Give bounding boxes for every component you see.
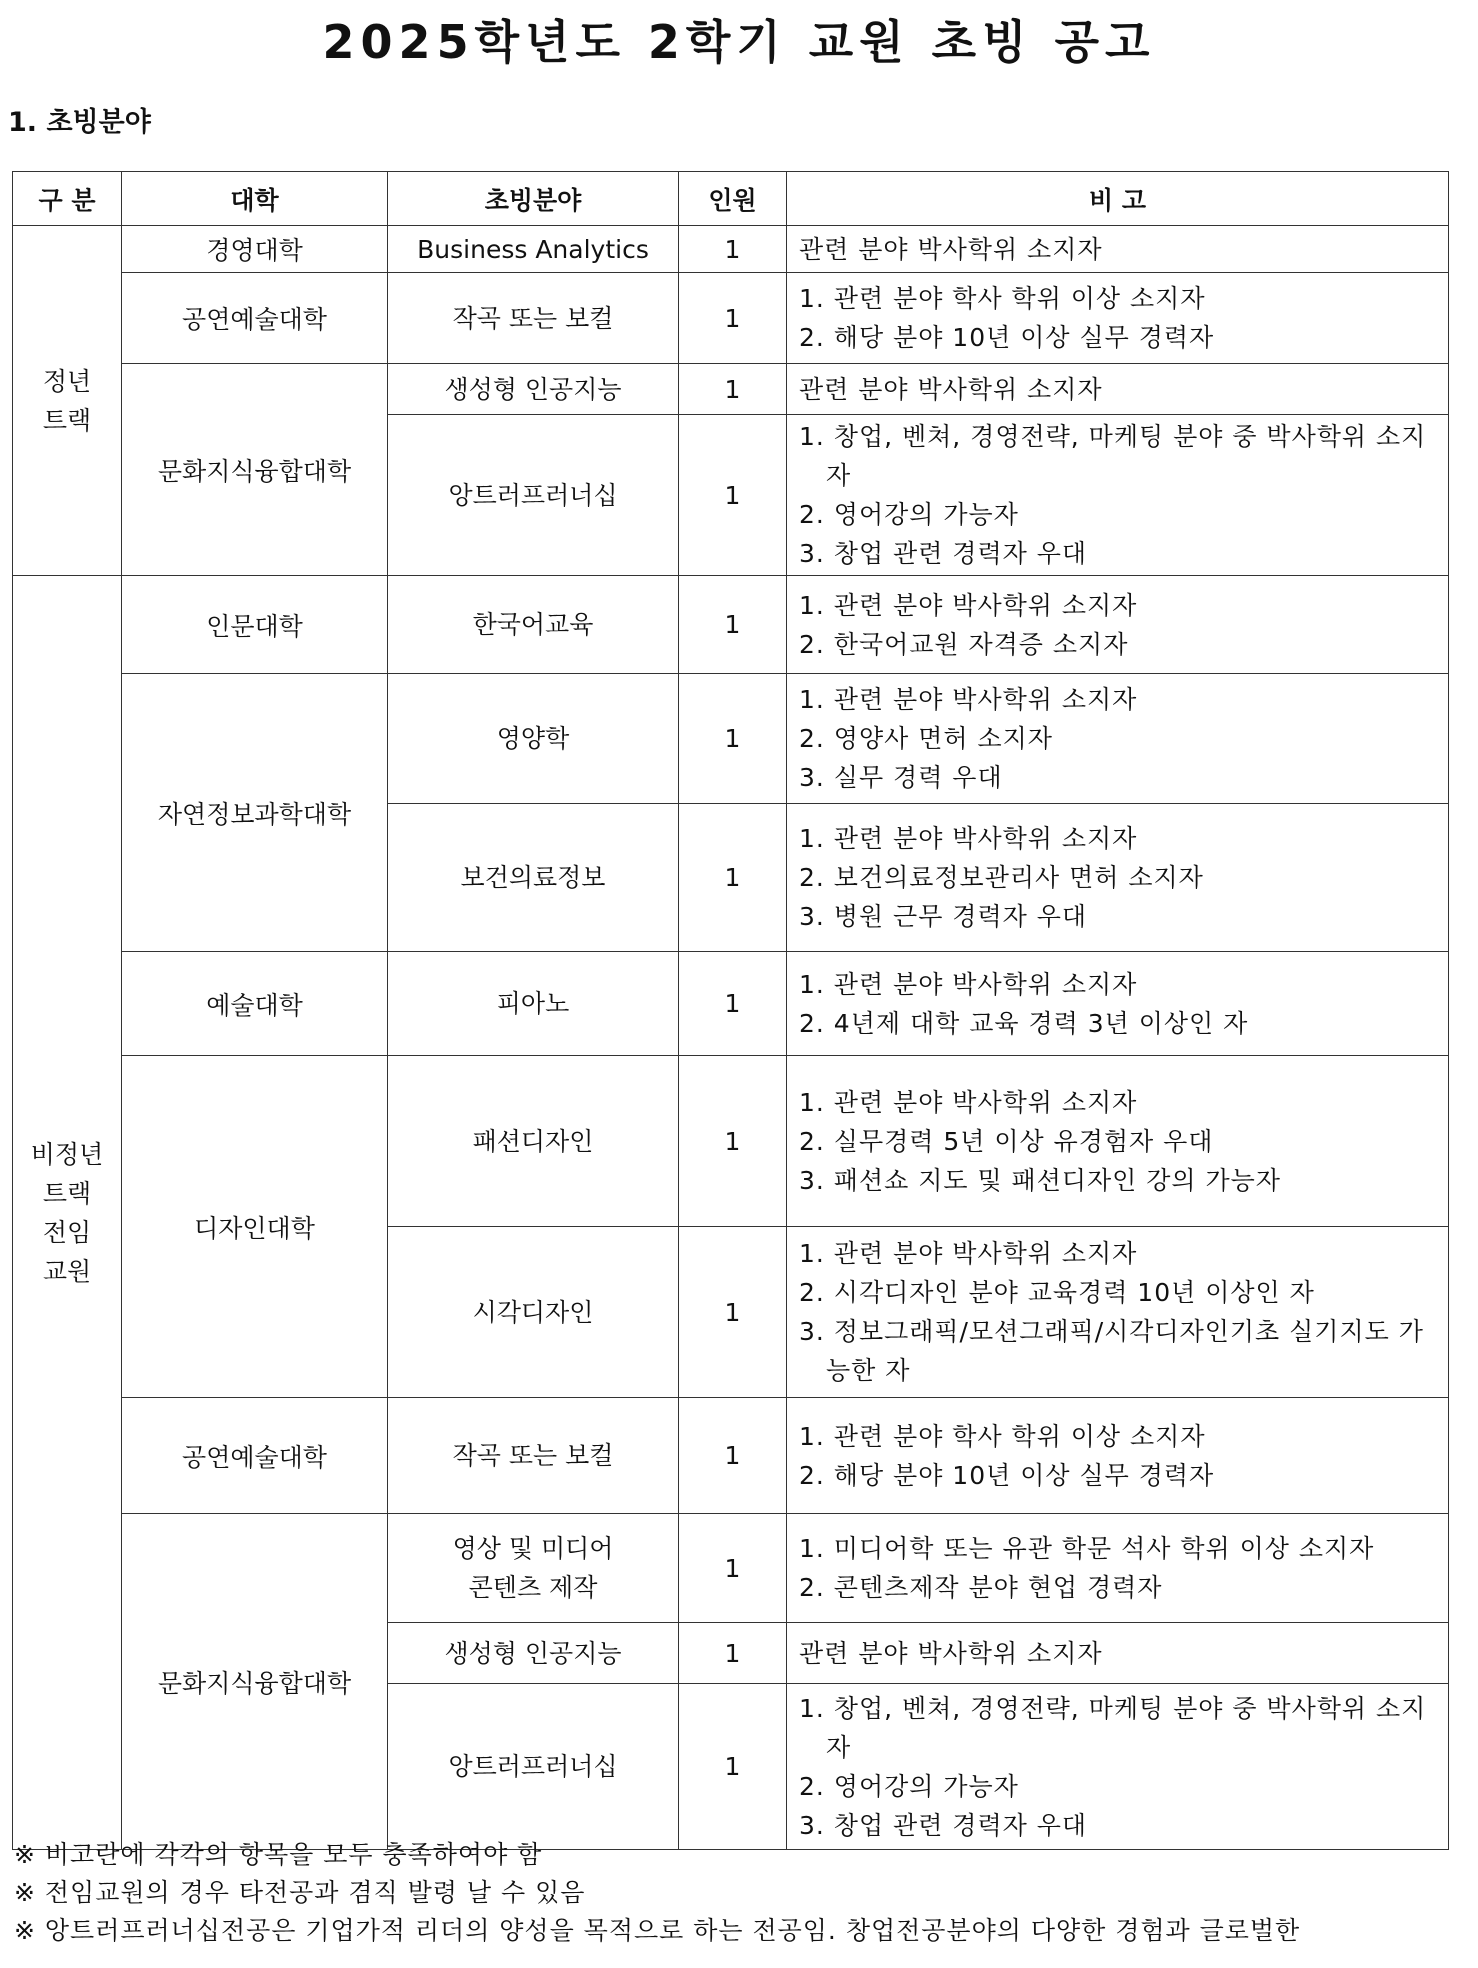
note-cell <box>787 674 1449 804</box>
college-cell: 경영대학 <box>122 226 388 273</box>
college-cell: 공연예술대학 <box>122 1398 388 1514</box>
table-row <box>13 273 1449 364</box>
field-cell <box>388 364 679 415</box>
count-cell: 1 <box>679 226 787 273</box>
field-cell <box>388 226 679 273</box>
note-item: 1. 관련 분야 박사학위 소지자 <box>799 824 1138 853</box>
field-line: 생성형 인공지능 <box>444 1638 622 1668</box>
note-cell <box>787 1684 1449 1850</box>
note-item: 2. 영어강의 가능자 <box>799 500 1019 529</box>
note-item: 3. 패션쇼 지도 및 패션디자인 강의 가능자 <box>799 1165 1281 1195</box>
table-body <box>13 226 1449 1850</box>
note-item: 관련 분야 박사학위 소지자 <box>799 234 1103 264</box>
note-item: 2. 영어강의 가능자 <box>799 1771 1019 1801</box>
field-cell <box>388 1227 679 1398</box>
recruitment-table <box>12 171 1449 1850</box>
note-item: 2. 해당 분야 10년 이상 실무 경력자 <box>799 1460 1215 1490</box>
note-item: 1. 관련 분야 박사학위 소지자 <box>799 685 1138 714</box>
field-line: 보건의료정보 <box>460 863 606 892</box>
field-line: 시각디자인 <box>472 1297 594 1327</box>
footnote: ※ 전임교원의 경우 타전공과 겸직 발령 날 수 있음 <box>14 1878 586 1907</box>
field-cell <box>388 1514 679 1623</box>
field-cell <box>388 576 679 674</box>
note-cell <box>787 226 1449 273</box>
field-line: 영상 및 미디어 <box>452 1534 614 1563</box>
count-cell: 1 <box>679 1684 787 1850</box>
college-cell: 공연예술대학 <box>122 273 388 364</box>
college-cell: 예술대학 <box>122 952 388 1056</box>
note-item: 2. 한국어교원 자격증 소지자 <box>799 629 1129 659</box>
note-item: 2. 영양사 면허 소지자 <box>799 724 1053 753</box>
table-row <box>13 674 1449 804</box>
field-cell <box>388 674 679 804</box>
note-item: 1. 관련 분야 박사학위 소지자 <box>799 1087 1138 1117</box>
field-cell <box>388 1623 679 1684</box>
category-line: 트랙 <box>42 1178 92 1208</box>
note-cell <box>787 576 1449 674</box>
table-row <box>13 576 1449 674</box>
note-cell <box>787 1398 1449 1514</box>
note-item: 3. 실무 경력 우대 <box>799 763 1003 792</box>
note-item: 3. 창업 관련 경력자 우대 <box>799 539 1087 568</box>
field-cell <box>388 273 679 364</box>
count-cell: 1 <box>679 415 787 576</box>
note-item: 2. 해당 분야 10년 이상 실무 경력자 <box>799 323 1215 352</box>
category-line: 정년 <box>42 366 92 396</box>
note-item: 1. 관련 분야 학사 학위 이상 소지자 <box>799 284 1206 313</box>
college-cell: 디자인대학 <box>122 1056 388 1398</box>
field-line: 생성형 인공지능 <box>444 374 622 404</box>
field-cell <box>388 1398 679 1514</box>
note-cell <box>787 1623 1449 1684</box>
field-cell <box>388 1056 679 1227</box>
note-item: 1. 관련 분야 박사학위 소지자 <box>799 969 1138 999</box>
field-cell <box>388 952 679 1056</box>
field-line: 패션디자인 <box>472 1126 594 1156</box>
note-item: 2. 콘텐츠제작 분야 현업 경력자 <box>799 1573 1163 1602</box>
footnote: ※ 앙트러프러너십전공은 기업가적 리더의 양성을 목적으로 하는 전공임. 창업전공분야의 다양한 경험과 글로벌한 <box>14 1916 1301 1945</box>
note-cell <box>787 273 1449 364</box>
header-count: 인원 <box>679 172 787 226</box>
count-cell: 1 <box>679 952 787 1056</box>
note-item: 1. 미디어학 또는 유관 학문 석사 학위 이상 소지자 <box>799 1534 1375 1563</box>
table-row <box>13 1398 1449 1514</box>
note-cell <box>787 1227 1449 1398</box>
category-non-tenure-track <box>13 576 122 1850</box>
table-row <box>13 1514 1449 1623</box>
header-category: 구 분 <box>13 172 122 226</box>
note-item: 1. 창업, 벤쳐, 경영전략, 마케팅 분야 중 박사학위 소지자 <box>799 1693 1427 1762</box>
note-item: 1. 관련 분야 박사학위 소지자 <box>799 1239 1138 1268</box>
field-line: 한국어교육 <box>472 610 594 639</box>
header-college: 대학 <box>122 172 388 226</box>
college-cell: 인문대학 <box>122 576 388 674</box>
field-line: 앙트러프러너십 <box>448 1752 618 1781</box>
category-line: 전임 <box>42 1217 92 1247</box>
note-item: 2. 실무경력 5년 이상 유경험자 우대 <box>799 1126 1214 1156</box>
note-cell <box>787 804 1449 952</box>
count-cell: 1 <box>679 1227 787 1398</box>
note-item: 2. 4년제 대학 교육 경력 3년 이상인 자 <box>799 1008 1249 1038</box>
note-item: 관련 분야 박사학위 소지자 <box>799 1638 1103 1668</box>
field-cell <box>388 415 679 576</box>
note-item: 3. 정보그래픽/모션그래픽/시각디자인기초 실기지도 가능한 자 <box>799 1317 1424 1385</box>
header-field: 초빙분야 <box>388 172 679 226</box>
note-item: 1. 관련 분야 박사학위 소지자 <box>799 590 1138 620</box>
note-item: 관련 분야 박사학위 소지자 <box>799 374 1103 404</box>
note-item: 2. 시각디자인 분야 교육경력 10년 이상인 자 <box>799 1278 1315 1307</box>
category-tenure-track <box>13 226 122 576</box>
count-cell: 1 <box>679 576 787 674</box>
count-cell: 1 <box>679 364 787 415</box>
category-line: 교원 <box>42 1256 92 1286</box>
note-cell <box>787 415 1449 576</box>
note-item: 2. 보건의료정보관리사 면허 소지자 <box>799 863 1204 892</box>
table-row <box>13 1056 1449 1227</box>
note-item: 3. 창업 관련 경력자 우대 <box>799 1810 1087 1840</box>
footnote: ※ 비고란에 각각의 항목을 모두 충족하여야 함 <box>14 1840 543 1869</box>
header-note: 비 고 <box>787 172 1449 226</box>
note-item: 1. 창업, 벤쳐, 경영전략, 마케팅 분야 중 박사학위 소지자 <box>799 422 1427 490</box>
table-header-row <box>13 172 1449 226</box>
table-row <box>13 226 1449 273</box>
field-line: 앙트러프러너십 <box>448 480 618 510</box>
count-cell: 1 <box>679 804 787 952</box>
college-cell: 자연정보과학대학 <box>122 674 388 952</box>
college-cell: 문화지식융합대학 <box>122 364 388 576</box>
table-row <box>13 952 1449 1056</box>
count-cell: 1 <box>679 1398 787 1514</box>
note-cell <box>787 952 1449 1056</box>
field-line: 피아노 <box>496 989 570 1018</box>
category-line: 트랙 <box>42 405 92 435</box>
note-item: 1. 관련 분야 학사 학위 이상 소지자 <box>799 1421 1206 1451</box>
count-cell: 1 <box>679 1623 787 1684</box>
count-cell: 1 <box>679 1056 787 1227</box>
note-item: 3. 병원 근무 경력자 우대 <box>799 902 1087 931</box>
count-cell: 1 <box>679 674 787 804</box>
field-line: 작곡 또는 보컬 <box>452 1441 614 1470</box>
table-row <box>13 364 1449 415</box>
count-cell: 1 <box>679 273 787 364</box>
note-cell <box>787 364 1449 415</box>
field-line: 작곡 또는 보컬 <box>452 303 614 333</box>
page-title: 2025학년도 2학기 교원 초빙 공고 <box>322 15 1156 69</box>
count-cell: 1 <box>679 1514 787 1623</box>
section-heading: 1. 초빙분야 <box>8 107 151 138</box>
footnotes <box>14 1836 1464 1950</box>
category-line: 비정년 <box>30 1139 104 1169</box>
note-cell <box>787 1514 1449 1623</box>
field-line: Business Analytics <box>417 234 649 264</box>
field-cell <box>388 804 679 952</box>
field-line: 콘텐츠 제작 <box>468 1573 598 1602</box>
field-line: 영양학 <box>496 724 570 753</box>
field-cell <box>388 1684 679 1850</box>
college-cell: 문화지식융합대학 <box>122 1514 388 1850</box>
note-cell <box>787 1056 1449 1227</box>
